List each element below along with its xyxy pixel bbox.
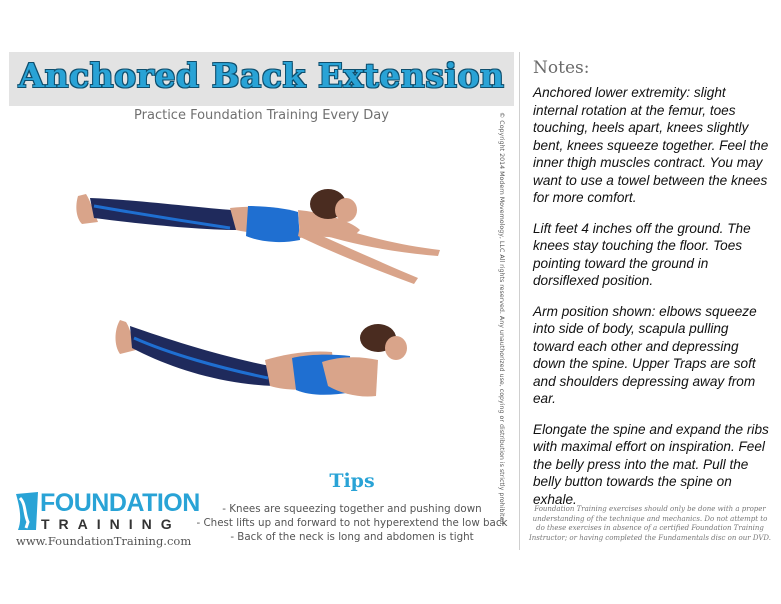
panel-divider [519, 52, 520, 550]
website-url: www.FoundationTraining.com [16, 534, 192, 548]
tip-item: - Chest lifts up and forward to not hyperextend the low back [196, 517, 508, 529]
figure-arms-extended [76, 189, 440, 284]
note-paragraph: Lift feet 4 inches off the ground. The knees stay touching the floor. Toes pointing toward the ground in dorsiflexed position. [533, 220, 751, 288]
figure-arms-at-side [116, 320, 408, 397]
logo-word-training: TRAINING [41, 516, 181, 532]
note-paragraph: Arm position shown: elbows squeeze into side of body, scapula pulling toward each other and depressing down the spine. Upper Traps are soft and shoulders depressing away from ear. [533, 303, 757, 406]
tips-list [196, 502, 508, 544]
title-bar [9, 52, 514, 106]
copyright-notice: © Copyright 2014 Modern Movemology, LLC All rights reserved. Any unauthorized use, copying or distribution is strictly prohibited. [498, 112, 505, 527]
page-subtitle: Practice Foundation Training Every Day [134, 108, 389, 123]
logo-word-foundation: FOUNDATION [40, 489, 200, 517]
tips-heading: Tips [329, 470, 375, 492]
note-paragraph: Anchored lower extremity: slight internal rotation at the femur, toes touching, heels apart, knees slightly bent, knees squeeze together. Feel the inner thigh muscles contract. You may want to use a towel between the knees for more comfort. [533, 85, 769, 205]
foundation-training-logo [14, 489, 200, 550]
page-title: Anchored Back Extension [18, 56, 505, 95]
notes-list [533, 84, 769, 521]
notes-heading: Notes: [533, 58, 590, 78]
disclaimer: Foundation Training exercises should only be done with a proper understanding of the technique and mechanics. Do not attempt to do these exercises in absence of a certified Foundation Training Instructor; or having completed the Fundamentals disc on our DVD. [529, 505, 771, 542]
exercise-illustration [60, 170, 460, 410]
spine-figure-icon [14, 490, 40, 532]
note-paragraph: Elongate the spine and expand the ribs with maximal effort on inspiration. Feel the belly press into the mat. Pull the belly button towards the spine on exhale. [533, 421, 769, 507]
tip-item: - Back of the neck is long and abdomen is tight [230, 531, 474, 543]
tip-item: - Knees are squeezing together and pushing down [222, 503, 482, 515]
